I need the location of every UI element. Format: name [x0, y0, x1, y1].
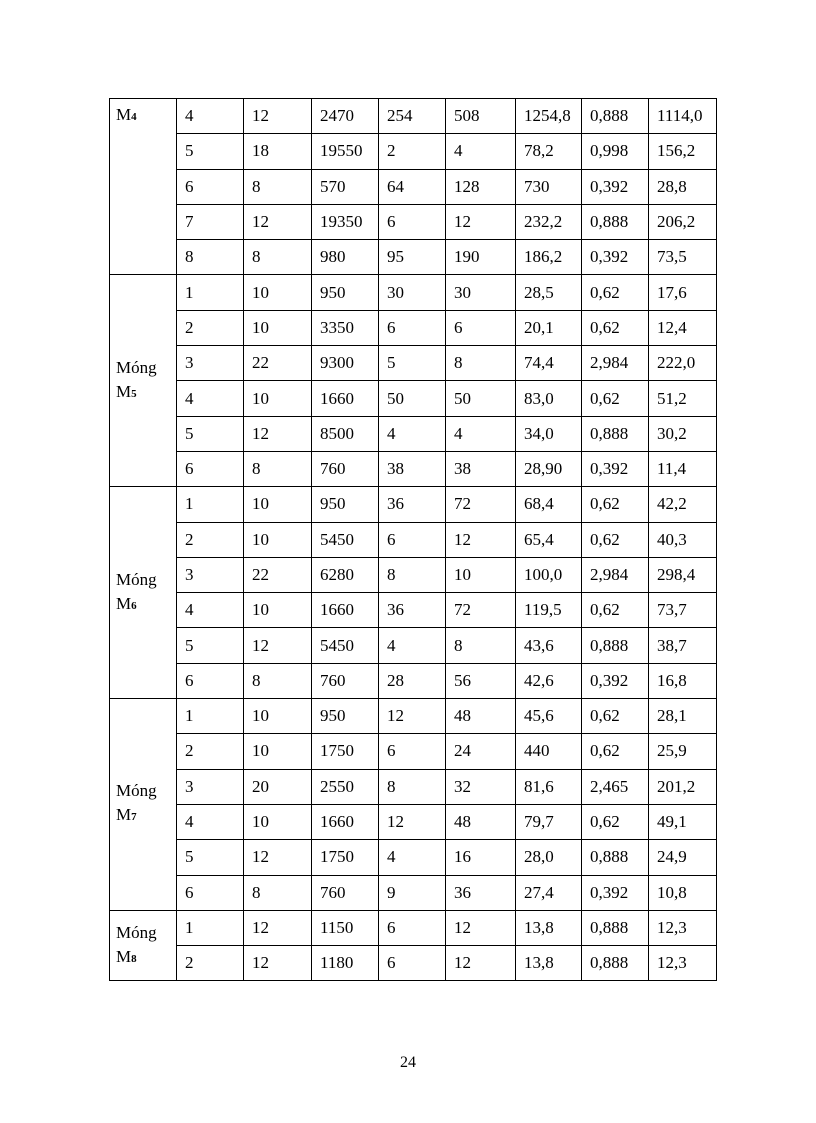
bars-per-member-cell: 95: [379, 240, 446, 275]
rebar-schedule-table: [109, 98, 717, 981]
foundation-label: [110, 275, 177, 487]
unit-weight-cell: 0,62: [582, 804, 649, 839]
total-length-cell: 27,4: [516, 875, 582, 910]
total-length-cell: 42,6: [516, 663, 582, 698]
diameter-cell: 20: [244, 769, 312, 804]
total-bars-cell: 4: [446, 134, 516, 169]
diameter-cell: 10: [244, 275, 312, 310]
foundation-label: [110, 487, 177, 699]
foundation-name: M: [116, 805, 132, 825]
table-row: [110, 381, 717, 416]
table-row: [110, 769, 717, 804]
bars-per-member-cell: 36: [379, 593, 446, 628]
bars-per-member-cell: 6: [379, 310, 446, 345]
bar-length-cell: 19550: [312, 134, 379, 169]
total-bars-cell: 10: [446, 557, 516, 592]
unit-weight-cell: 2,984: [582, 557, 649, 592]
diameter-cell: 12: [244, 840, 312, 875]
foundation-prefix: Móng: [116, 781, 157, 801]
bar-length-cell: 5450: [312, 522, 379, 557]
unit-weight-cell: 0,998: [582, 134, 649, 169]
total-length-cell: 440: [516, 734, 582, 769]
total-bars-cell: 38: [446, 451, 516, 486]
diameter-cell: 12: [244, 204, 312, 239]
bars-per-member-cell: 2: [379, 134, 446, 169]
total-length-cell: 45,6: [516, 699, 582, 734]
bar-length-cell: 1750: [312, 840, 379, 875]
foundation-subscript: 5: [131, 387, 137, 400]
table-row: [110, 487, 717, 522]
foundation-name: M: [116, 593, 132, 613]
foundation-subscript: 7: [131, 811, 137, 824]
total-bars-cell: 32: [446, 769, 516, 804]
total-length-cell: 13,8: [516, 946, 582, 981]
bar-number-cell: 8: [177, 240, 244, 275]
table-row: [110, 663, 717, 698]
unit-weight-cell: 0,392: [582, 169, 649, 204]
foundation-prefix: Móng: [116, 357, 157, 377]
bar-number-cell: 5: [177, 134, 244, 169]
bar-number-cell: 6: [177, 875, 244, 910]
bars-per-member-cell: 9: [379, 875, 446, 910]
total-bars-cell: 6: [446, 310, 516, 345]
total-bars-cell: 16: [446, 840, 516, 875]
total-weight-cell: 12,3: [649, 910, 717, 945]
total-bars-cell: 56: [446, 663, 516, 698]
diameter-cell: 22: [244, 346, 312, 381]
bar-length-cell: 760: [312, 663, 379, 698]
total-length-cell: 74,4: [516, 346, 582, 381]
unit-weight-cell: 0,62: [582, 734, 649, 769]
diameter-cell: 8: [244, 169, 312, 204]
bar-length-cell: 1180: [312, 946, 379, 981]
total-bars-cell: 12: [446, 204, 516, 239]
unit-weight-cell: 0,392: [582, 663, 649, 698]
diameter-cell: 8: [244, 663, 312, 698]
total-weight-cell: 73,7: [649, 593, 717, 628]
bars-per-member-cell: 50: [379, 381, 446, 416]
table-row: [110, 946, 717, 981]
bar-number-cell: 7: [177, 204, 244, 239]
total-bars-cell: 48: [446, 699, 516, 734]
total-weight-cell: 1114,0: [649, 99, 717, 134]
diameter-cell: 12: [244, 910, 312, 945]
bars-per-member-cell: 4: [379, 628, 446, 663]
table-row: [110, 416, 717, 451]
table-row: [110, 310, 717, 345]
bar-length-cell: 8500: [312, 416, 379, 451]
bar-length-cell: 9300: [312, 346, 379, 381]
bar-number-cell: 6: [177, 169, 244, 204]
total-length-cell: 13,8: [516, 910, 582, 945]
table-row: [110, 169, 717, 204]
table-row: [110, 522, 717, 557]
total-length-cell: 79,7: [516, 804, 582, 839]
diameter-cell: 10: [244, 487, 312, 522]
total-weight-cell: 12,3: [649, 946, 717, 981]
total-length-cell: 730: [516, 169, 582, 204]
diameter-cell: 12: [244, 99, 312, 134]
bar-number-cell: 2: [177, 310, 244, 345]
bar-length-cell: 2550: [312, 769, 379, 804]
total-weight-cell: 28,1: [649, 699, 717, 734]
bars-per-member-cell: 12: [379, 699, 446, 734]
unit-weight-cell: 0,62: [582, 593, 649, 628]
total-bars-cell: 72: [446, 593, 516, 628]
bar-number-cell: 2: [177, 522, 244, 557]
total-weight-cell: 42,2: [649, 487, 717, 522]
diameter-cell: 8: [244, 875, 312, 910]
total-length-cell: 20,1: [516, 310, 582, 345]
bars-per-member-cell: 6: [379, 734, 446, 769]
total-bars-cell: 48: [446, 804, 516, 839]
table-row: [110, 99, 717, 134]
total-weight-cell: 11,4: [649, 451, 717, 486]
unit-weight-cell: 0,888: [582, 946, 649, 981]
bar-number-cell: 3: [177, 346, 244, 381]
diameter-cell: 22: [244, 557, 312, 592]
total-bars-cell: 12: [446, 522, 516, 557]
total-length-cell: 65,4: [516, 522, 582, 557]
page-number: 24: [400, 1054, 416, 1071]
table-row: [110, 593, 717, 628]
total-length-cell: 28,90: [516, 451, 582, 486]
unit-weight-cell: 2,465: [582, 769, 649, 804]
bar-length-cell: 1660: [312, 381, 379, 416]
total-length-cell: 34,0: [516, 416, 582, 451]
bar-length-cell: 1660: [312, 593, 379, 628]
bars-per-member-cell: 36: [379, 487, 446, 522]
diameter-cell: 18: [244, 134, 312, 169]
bar-length-cell: 1750: [312, 734, 379, 769]
total-weight-cell: 24,9: [649, 840, 717, 875]
total-weight-cell: 25,9: [649, 734, 717, 769]
total-bars-cell: 8: [446, 628, 516, 663]
unit-weight-cell: 0,888: [582, 416, 649, 451]
total-bars-cell: 12: [446, 910, 516, 945]
bar-length-cell: 3350: [312, 310, 379, 345]
total-weight-cell: 10,8: [649, 875, 717, 910]
unit-weight-cell: 0,62: [582, 522, 649, 557]
bar-number-cell: 3: [177, 557, 244, 592]
bar-length-cell: 760: [312, 875, 379, 910]
total-bars-cell: 50: [446, 381, 516, 416]
total-bars-cell: 508: [446, 99, 516, 134]
unit-weight-cell: 0,888: [582, 840, 649, 875]
total-length-cell: 78,2: [516, 134, 582, 169]
bars-per-member-cell: 28: [379, 663, 446, 698]
table-row: [110, 204, 717, 239]
foundation-label: [110, 699, 177, 911]
table-row: [110, 134, 717, 169]
total-weight-cell: 49,1: [649, 804, 717, 839]
foundation-subscript: 4: [131, 111, 137, 123]
bar-number-cell: 2: [177, 946, 244, 981]
bars-per-member-cell: 4: [379, 416, 446, 451]
bars-per-member-cell: 254: [379, 99, 446, 134]
total-length-cell: 43,6: [516, 628, 582, 663]
total-weight-cell: 206,2: [649, 204, 717, 239]
total-length-cell: 232,2: [516, 204, 582, 239]
diameter-cell: 8: [244, 240, 312, 275]
total-length-cell: 28,0: [516, 840, 582, 875]
bars-per-member-cell: 6: [379, 204, 446, 239]
total-bars-cell: 36: [446, 875, 516, 910]
foundation-name: M: [116, 105, 132, 124]
unit-weight-cell: 2,984: [582, 346, 649, 381]
foundation-prefix: Móng: [116, 569, 157, 589]
diameter-cell: 12: [244, 628, 312, 663]
unit-weight-cell: 0,888: [582, 628, 649, 663]
total-length-cell: 28,5: [516, 275, 582, 310]
total-length-cell: 81,6: [516, 769, 582, 804]
table-row: [110, 628, 717, 663]
table-row: [110, 557, 717, 592]
total-weight-cell: 222,0: [649, 346, 717, 381]
diameter-cell: 10: [244, 381, 312, 416]
total-length-cell: 100,0: [516, 557, 582, 592]
unit-weight-cell: 0,392: [582, 240, 649, 275]
foundation-subscript: 8: [131, 952, 137, 965]
total-weight-cell: 17,6: [649, 275, 717, 310]
bar-number-cell: 1: [177, 910, 244, 945]
diameter-cell: 10: [244, 593, 312, 628]
unit-weight-cell: 0,392: [582, 875, 649, 910]
bar-length-cell: 950: [312, 699, 379, 734]
bars-per-member-cell: 8: [379, 557, 446, 592]
bars-per-member-cell: 6: [379, 910, 446, 945]
table-row: [110, 240, 717, 275]
bar-length-cell: 19350: [312, 204, 379, 239]
bar-number-cell: 6: [177, 451, 244, 486]
bar-number-cell: 4: [177, 99, 244, 134]
bar-length-cell: 2470: [312, 99, 379, 134]
foundation-subscript: 6: [131, 599, 137, 612]
bar-number-cell: 4: [177, 381, 244, 416]
total-weight-cell: 51,2: [649, 381, 717, 416]
unit-weight-cell: 0,62: [582, 310, 649, 345]
total-length-cell: 1254,8: [516, 99, 582, 134]
bars-per-member-cell: 38: [379, 451, 446, 486]
table-row: [110, 840, 717, 875]
diameter-cell: 10: [244, 699, 312, 734]
total-weight-cell: 201,2: [649, 769, 717, 804]
bar-length-cell: 760: [312, 451, 379, 486]
total-bars-cell: 8: [446, 346, 516, 381]
bar-number-cell: 1: [177, 699, 244, 734]
unit-weight-cell: 0,888: [582, 910, 649, 945]
bar-length-cell: 570: [312, 169, 379, 204]
total-length-cell: 186,2: [516, 240, 582, 275]
total-weight-cell: 12,4: [649, 310, 717, 345]
bar-length-cell: 1150: [312, 910, 379, 945]
bars-per-member-cell: 12: [379, 804, 446, 839]
unit-weight-cell: 0,62: [582, 699, 649, 734]
total-bars-cell: 72: [446, 487, 516, 522]
bar-number-cell: 4: [177, 593, 244, 628]
bar-number-cell: 6: [177, 663, 244, 698]
bar-length-cell: 950: [312, 487, 379, 522]
total-length-cell: 119,5: [516, 593, 582, 628]
total-bars-cell: 24: [446, 734, 516, 769]
total-weight-cell: 40,3: [649, 522, 717, 557]
foundation-label: [110, 99, 177, 275]
foundation-label: [110, 910, 177, 981]
bar-length-cell: 5450: [312, 628, 379, 663]
unit-weight-cell: 0,888: [582, 99, 649, 134]
total-weight-cell: 298,4: [649, 557, 717, 592]
diameter-cell: 10: [244, 734, 312, 769]
unit-weight-cell: 0,62: [582, 275, 649, 310]
total-bars-cell: 4: [446, 416, 516, 451]
total-bars-cell: 12: [446, 946, 516, 981]
unit-weight-cell: 0,888: [582, 204, 649, 239]
bar-length-cell: 980: [312, 240, 379, 275]
table-row: [110, 346, 717, 381]
total-weight-cell: 30,2: [649, 416, 717, 451]
diameter-cell: 10: [244, 804, 312, 839]
bars-per-member-cell: 64: [379, 169, 446, 204]
diameter-cell: 8: [244, 451, 312, 486]
table-row: [110, 699, 717, 734]
bars-per-member-cell: 5: [379, 346, 446, 381]
bar-number-cell: 5: [177, 840, 244, 875]
total-weight-cell: 73,5: [649, 240, 717, 275]
table-row: [110, 451, 717, 486]
bar-number-cell: 2: [177, 734, 244, 769]
bar-number-cell: 3: [177, 769, 244, 804]
table-row: [110, 910, 717, 945]
bar-number-cell: 5: [177, 628, 244, 663]
bars-per-member-cell: 6: [379, 946, 446, 981]
bars-per-member-cell: 4: [379, 840, 446, 875]
total-weight-cell: 38,7: [649, 628, 717, 663]
bars-per-member-cell: 8: [379, 769, 446, 804]
total-weight-cell: 156,2: [649, 134, 717, 169]
bars-per-member-cell: 6: [379, 522, 446, 557]
total-weight-cell: 28,8: [649, 169, 717, 204]
total-weight-cell: 16,8: [649, 663, 717, 698]
diameter-cell: 12: [244, 416, 312, 451]
total-bars-cell: 190: [446, 240, 516, 275]
total-length-cell: 83,0: [516, 381, 582, 416]
total-bars-cell: 128: [446, 169, 516, 204]
table-row: [110, 275, 717, 310]
total-bars-cell: 30: [446, 275, 516, 310]
foundation-prefix: Móng: [116, 922, 157, 942]
unit-weight-cell: 0,62: [582, 487, 649, 522]
bar-number-cell: 4: [177, 804, 244, 839]
diameter-cell: 10: [244, 522, 312, 557]
table-row: [110, 804, 717, 839]
bar-length-cell: 1660: [312, 804, 379, 839]
bar-length-cell: 6280: [312, 557, 379, 592]
table-row: [110, 875, 717, 910]
diameter-cell: 10: [244, 310, 312, 345]
bar-number-cell: 1: [177, 275, 244, 310]
unit-weight-cell: 0,62: [582, 381, 649, 416]
table-row: [110, 734, 717, 769]
foundation-name: M: [116, 946, 132, 966]
total-length-cell: 68,4: [516, 487, 582, 522]
bars-per-member-cell: 30: [379, 275, 446, 310]
foundation-name: M: [116, 381, 132, 401]
diameter-cell: 12: [244, 946, 312, 981]
bar-number-cell: 5: [177, 416, 244, 451]
bar-length-cell: 950: [312, 275, 379, 310]
bar-number-cell: 1: [177, 487, 244, 522]
unit-weight-cell: 0,392: [582, 451, 649, 486]
